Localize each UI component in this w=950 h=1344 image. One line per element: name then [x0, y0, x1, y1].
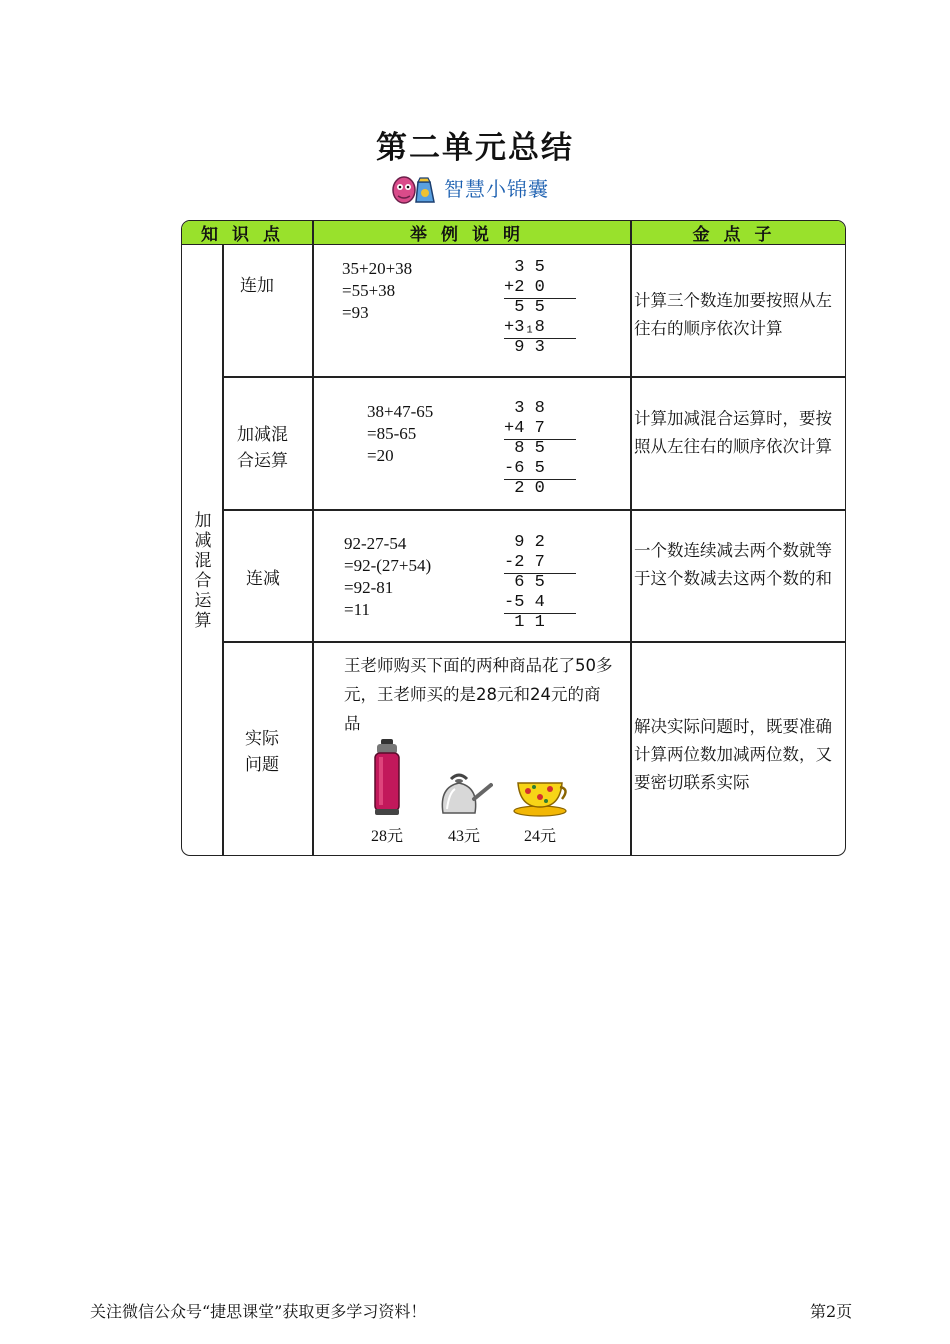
tip-text: 一个数连续减去两个数就等于这个数减去这两个数的和	[634, 541, 832, 588]
horizontal-calculation: 92-27-54 =92-(27+54) =92-81 =11	[344, 534, 432, 619]
row-divider	[222, 376, 845, 378]
product-item	[434, 769, 494, 846]
vertical-calculation: 3 8 +4 7 8 5 -6 5 2 0	[504, 399, 545, 499]
vertical-calculation: 3 5 +2 0 5 5 +3₁8 9 3	[504, 258, 545, 358]
knowledge-point: 加减混合运算	[237, 425, 288, 471]
horizontal-calculation: 35+20+38 =55+38 =93	[342, 259, 413, 322]
price-label: 43元	[447, 828, 480, 845]
subtitle: 智慧小锦囊	[444, 176, 549, 201]
knowledge-point: 实际问题	[245, 729, 279, 775]
header-tip: 金点子	[631, 221, 846, 245]
horizontal-calculation: 38+47-65 =85-65 =20	[367, 402, 434, 465]
page-title: 第二单元总结	[376, 130, 574, 166]
category-label: 加减混合运算	[194, 511, 212, 631]
tip-text: 解决实际问题时，既要准确计算两位数加减两位数，又要密切联系实际	[634, 717, 832, 792]
product-item	[512, 775, 568, 846]
header-example: 举例说明	[313, 221, 631, 245]
tip-text: 计算三个数连加要按照从左往右的顺序依次计算	[634, 291, 832, 338]
page-number: 第2页	[810, 1302, 853, 1321]
lucky-bag-icon	[390, 168, 438, 206]
vertical-calculation: 9 2 -2 7 6 5 -5 4 1 1	[504, 533, 545, 633]
price-label: 28元	[370, 828, 403, 845]
knowledge-point: 连减	[246, 569, 280, 589]
teacup-icon	[512, 775, 568, 817]
header-knowledge: 知识点	[182, 221, 313, 245]
knowledge-point: 连加	[240, 276, 274, 296]
thermos-icon	[370, 739, 404, 817]
row-divider	[222, 509, 845, 511]
product-item	[365, 739, 409, 846]
col-divider	[222, 245, 224, 855]
tip-text: 计算加减混合运算时，要按照从左往右的顺序依次计算	[634, 409, 832, 456]
problem-text: 王老师购买下面的两种商品花了50多元，王老师买的是28元和24元的商品	[344, 656, 613, 733]
summary-table	[181, 220, 846, 856]
col-divider	[630, 221, 632, 856]
footer-promo: 关注微信公众号“捷思课堂”获取更多学习资料！	[90, 1302, 427, 1321]
kettle-icon	[435, 769, 493, 817]
row-divider	[222, 641, 845, 643]
price-label: 24元	[523, 828, 556, 845]
subtitle-area	[390, 167, 549, 207]
col-divider	[312, 221, 314, 856]
